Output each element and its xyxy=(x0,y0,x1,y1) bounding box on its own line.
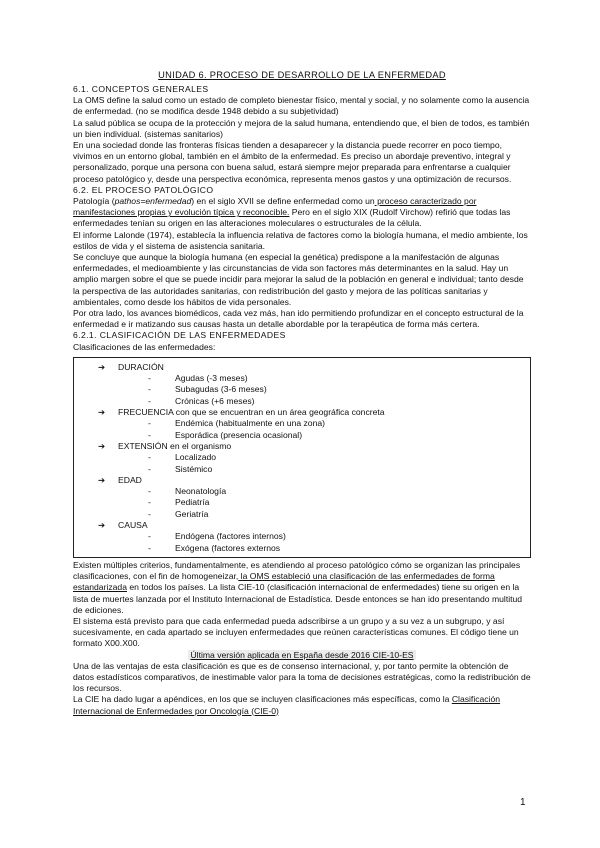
category-label: FRECUENCIA con que se encuentran en un área geográfica concreta xyxy=(118,407,385,418)
category-label: CAUSA xyxy=(118,520,148,531)
subcategory-item xyxy=(98,384,530,395)
subcategory-item xyxy=(98,486,530,497)
subcategory-label: Exógena (factores externos xyxy=(175,542,281,553)
category-item xyxy=(98,362,530,373)
paragraph-criterios xyxy=(73,560,531,616)
arrow-icon: ➔ xyxy=(98,440,106,451)
dash-bullet: - xyxy=(148,486,151,497)
underlined-definition: proceso caracterizado por manifestaciones propias y evolución típica y reconocible. xyxy=(73,196,477,218)
classification-box xyxy=(73,357,531,558)
dash-bullet: - xyxy=(148,508,151,519)
heading-clasificacion: 6.2.1. CLASIFICACIÓN DE LAS ENFERMEDADES xyxy=(73,330,286,341)
arrow-icon: ➔ xyxy=(98,520,106,531)
subcategory-label: Sistémico xyxy=(175,463,213,474)
category-label: EXTENSIÓN en el organismo xyxy=(118,440,232,451)
link-cie-o[interactable]: Clasificación Internacional de Enfermedades por Oncología (CIE-0) xyxy=(73,694,501,716)
heading-proceso-patologico: 6.2. EL PROCESO PATOLÓGICO xyxy=(73,184,214,195)
arrow-icon: ➔ xyxy=(98,474,106,485)
paragraph-sociedad-global: En una sociedad donde las fronteras físicas tienden a desaparecer y la distancia puede recorrer en poco tiempo, vivimos en un entorno global, también en el ámbito de la enfermedad. Es preciso un abordaje preventivo, integral y personalizado, porque una persona con buena salud, estará siempre mejor preparada para enfrentarse a cualquier proceso patológico y, desde una perspectiva económica, representa menos gastos y una optimización de recursos. xyxy=(73,140,512,184)
dash-bullet: - xyxy=(148,497,151,508)
subcategory-label: Endémica (habitualmente en una zona) xyxy=(175,418,326,429)
arrow-icon: ➔ xyxy=(98,407,106,418)
subcategory-label: Subagudas (3-6 meses) xyxy=(175,384,267,395)
dash-bullet: - xyxy=(148,463,151,474)
subcategory-item xyxy=(98,396,530,407)
subcategory-label: Esporádica (presencia ocasional) xyxy=(175,429,303,440)
paragraph-sistema: El sistema está previsto para que cada enfermedad pueda adscribirse a un grupo y a su vez a un subgrupo, y así sucesivamente, en cada apartado se incluyen enfermedades que reúnen características comunes. El código tiene un formato X00.X00. xyxy=(73,615,519,649)
subcategory-item xyxy=(98,464,530,475)
highlight-cie10es: Última versión aplicada en España desde 2016 CIE-10-ES xyxy=(190,649,414,660)
subcategory-item xyxy=(98,418,530,429)
category-item xyxy=(98,441,530,452)
paragraph-conclusion: Se concluye que aunque la biología humana (en especial la genética) predispone a la manifestación de algunas enfermedades, el medioambiente y las circunstancias de vida son factores más determinantes en la salud. Hay un amplio margen sobre el que se puede incidir para mejorar la salud de la población en general e individual; tanto desde la perspectiva de las autoridades sanitarias, con redistribución del gasto y mejora de las políticas sanitarias y ambientales, como desde los hábitos de vida personales. xyxy=(73,252,524,307)
dash-bullet: - xyxy=(148,373,151,384)
highlight-line xyxy=(73,650,531,661)
underlined-oms: la OMS estableció una clasificación de las enfermedades de forma estandarizada xyxy=(73,571,495,593)
subcategory-item xyxy=(98,531,530,542)
text-segment: Existen múltiples criterios, fundamentalmente, es atendiendo al proceso patológico cómo se organizan las principales clasificaciones, con el fin de homogeneizar, xyxy=(73,559,521,582)
subcategory-label: Endógena (factores internos) xyxy=(175,531,286,542)
subcategory-label: Geriatría xyxy=(175,508,209,519)
paragraph-salud-publica: La salud pública se ocupa de la protección y mejora de la salud humana, entendiendo que, el bien de todos, es también un bien individual. (sistemas sanitarios) xyxy=(73,117,530,139)
dash-bullet: - xyxy=(148,452,151,463)
arrow-icon: ➔ xyxy=(98,361,106,372)
subcategory-label: Pediatría xyxy=(175,497,210,508)
category-label: EDAD xyxy=(118,474,142,485)
paragraph-lalonde: El informe Lalonde (1974), establecía la influencia relativa de factores como la biología humana, el medio ambiente, los estilos de vida y el sistema de asistencia sanitaria. xyxy=(73,229,528,251)
dash-bullet: - xyxy=(148,429,151,440)
paragraph-avances: Por otra lado, los avances biomédicos, cada vez más, han ido permitiendo profundizar en el concepto estructural de la enfermedad e ir matizando sus causas hasta un detalle abordable por la terapéutica de forma más certera. xyxy=(73,308,524,330)
paragraph-clasificaciones-intro: Clasificaciones de las enfermedades: xyxy=(73,341,216,352)
dash-bullet: - xyxy=(148,542,151,553)
category-label: DURACIÓN xyxy=(118,361,164,372)
dash-bullet: - xyxy=(148,395,151,406)
document-title: UNIDAD 6. PROCESO DE DESARROLLO DE LA ENFERMEDAD xyxy=(158,70,446,80)
dash-bullet: - xyxy=(148,384,151,395)
dash-bullet: - xyxy=(148,418,151,429)
category-item xyxy=(98,520,530,531)
subcategory-label: Localizado xyxy=(175,452,217,463)
heading-conceptos-generales: 6.1. CONCEPTOS GENERALES xyxy=(73,84,209,94)
subcategory-item xyxy=(98,509,530,520)
paragraph-apendices xyxy=(73,694,531,716)
text-segment: Patología ( xyxy=(73,196,115,207)
category-item xyxy=(98,407,530,418)
paragraph-patologia xyxy=(73,196,531,230)
page-number: 1 xyxy=(520,797,526,808)
dash-bullet: - xyxy=(148,531,151,542)
subcategory-item xyxy=(98,373,530,384)
subcategory-label: Neonatología xyxy=(175,486,227,497)
text-segment: Pero en el siglo XIX (Rudolf Virchow) refirió que todas las enfermedades tenían su origen en las alteraciones moleculares o estructurales de la célula. xyxy=(73,207,511,229)
paragraph-oms-salud: La OMS define la salud como un estado de completo bienestar físico, mental y social, y no solamente como la ausencia de enfermedad. (no se modifica desde 1948 debido a su subjetividad) xyxy=(73,95,530,117)
text-segment: ) en el siglo XVII se define enfermedad como un xyxy=(191,196,375,207)
subcategory-item xyxy=(98,497,530,508)
document-body xyxy=(73,70,531,717)
category-item xyxy=(98,475,530,486)
text-segment: La CIE ha dado lugar a apéndices, en los que se incluyen clasificaciones más específicas, como la xyxy=(73,694,452,705)
paragraph-ventajas: Una de las ventajas de esta clasificación es que es de consenso internacional, y, por tanto permite la obtención de datos estadísticos comparativos, de inestimable valor para la toma de decisiones estratégicas, como la redistribución de los recursos. xyxy=(73,660,531,694)
italic-term: pathos=enfermedad xyxy=(114,196,192,207)
text-segment: en todos los países. La lista CIE-10 (clasificación internacional de enfermedades) tiene su origen en la lista de muertes lanzada por el Instituto Internacional de Estadística. Desde entonces se han ido presentando multitud de ediciones. xyxy=(73,582,523,615)
subcategory-item xyxy=(98,543,530,554)
subcategory-label: Agudas (-3 meses) xyxy=(175,373,248,384)
subcategory-item xyxy=(98,430,530,441)
subcategory-label: Crónicas (+6 meses) xyxy=(175,395,255,406)
subcategory-item xyxy=(98,452,530,463)
